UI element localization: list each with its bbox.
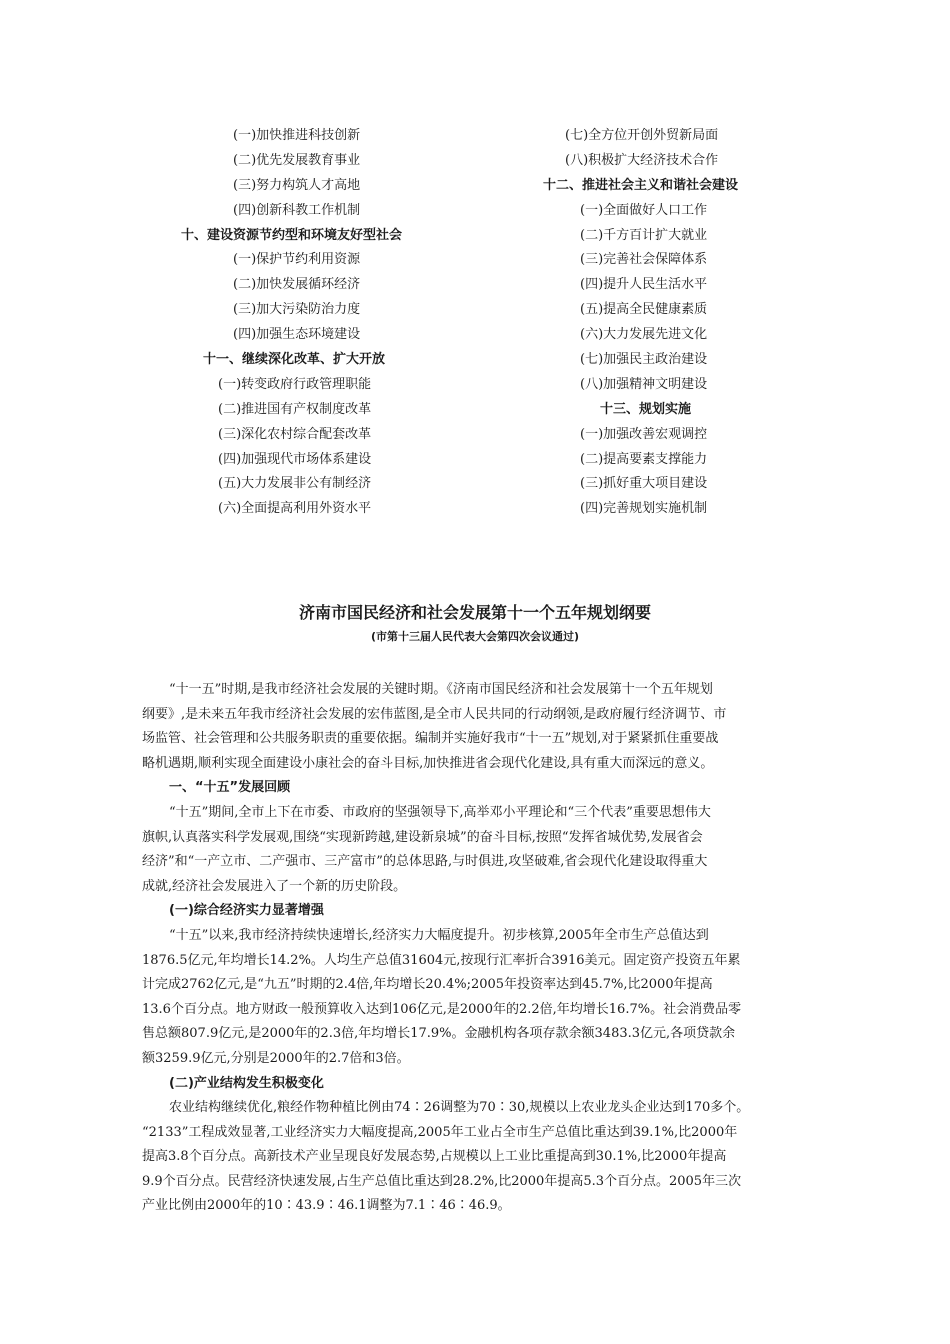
toc-item: (一)加强改善宏观调控 [580, 426, 708, 442]
section-heading: (一)综合经济实力显著增强 [169, 903, 324, 919]
toc-section-heading: 十三、规划实施 [600, 401, 692, 417]
body-line: 场监管、社会管理和公共服务职责的重要依据。编制并实施好我市“十一五”规划,对于紧紧抓住重要战 [142, 731, 719, 747]
body-line: 成就,经济社会发展进入了一个新的历史阶段。 [142, 878, 407, 894]
body-line: 纲要》,是未来五年我市经济社会发展的宏伟蓝图,是全市人民共同的行动纲领,是政府履行经济调节、市 [142, 706, 727, 722]
toc-item: (七)加强民主政治建设 [580, 352, 708, 368]
toc-item: (一)转变政府行政管理职能 [218, 376, 372, 392]
body-line: 提高3.8个百分点。高新技术产业呈现良好发展态势,占规模以上工业比重提高到30.1%,比2000年提高 [142, 1149, 727, 1165]
body-line: 计完成2762亿元,是“九五”时期的2.4倍,年均增长20.4%;2005年投资率达到45.7%,比2000年提高 [142, 977, 713, 993]
toc-item: (三)努力构筑人才高地 [233, 177, 361, 193]
toc-item: (三)加大污染防治力度 [233, 302, 361, 318]
toc-item: (一)加快推进科技创新 [233, 128, 361, 143]
toc-item: (五)提高全民健康素质 [580, 302, 708, 318]
toc-section-heading: 十一、继续深化改革、扩大开放 [203, 352, 386, 368]
body-line: “十一五”时期,是我市经济社会发展的关键时期。《济南市国民经济和社会发展第十一个五年规划 [169, 682, 713, 697]
body-line: 9.9个百分点。民营经济快速发展,占生产总值比重达到28.2%,比2000年提高5.3个百分点。2005年三次 [142, 1173, 742, 1189]
toc-item: (八)积极扩大经济技术合作 [565, 152, 719, 168]
toc-left-column [0, 124, 475, 522]
toc-item: (八)加强精神文明建设 [580, 376, 708, 392]
toc-item: (四)完善规划实施机制 [580, 501, 708, 517]
section-heading: (二)产业结构发生积极变化 [169, 1075, 324, 1091]
toc-item: (六)全面提高利用外资水平 [218, 501, 372, 517]
body-line: “十五”以来,我市经济持续快速增长,经济实力大幅度提升。初步核算,2005年全市生产总值达到 [169, 927, 709, 943]
toc-item: (四)加强生态环境建设 [233, 327, 361, 343]
body-line: “2133”工程成效显著,工业经济实力大幅度提高,2005年工业占全市生产总值比重达到39.1%,比2000年 [142, 1124, 738, 1140]
section-heading: 一、“十五”发展回顾 [169, 780, 291, 796]
toc-item: (二)推进国有产权制度改革 [218, 401, 372, 417]
body-text [142, 678, 810, 1219]
toc-item: (四)加强现代市场体系建设 [218, 451, 372, 467]
toc-item: (一)保护节约利用资源 [233, 252, 361, 268]
toc-item: (二)优先发展教育事业 [233, 152, 361, 168]
toc-section-heading: 十二、推进社会主义和谐社会建设 [543, 177, 739, 193]
toc-item: (七)全方位开创外贸新局面 [565, 128, 719, 143]
body-line: 1876.5亿元,年均增长14.2%。人均生产总值31604元,按现行汇率折合3916美元。固定资产投资五年累 [142, 952, 741, 968]
toc-section-heading: 十、建设资源节约型和环境友好型社会 [181, 227, 403, 243]
toc-item: (二)千方百计扩大就业 [580, 227, 708, 243]
body-line: “十五”期间,全市上下在市委、市政府的坚强领导下,高举邓小平理论和“三个代表”重要思想伟大 [169, 804, 711, 820]
toc-item: (二)提高要素支撑能力 [580, 451, 708, 467]
toc-item: (三)完善社会保障体系 [580, 252, 708, 268]
body-line: 产业比例由2000年的10∶43.9∶46.1调整为7.1∶46∶46.9。 [142, 1198, 511, 1214]
toc-item: (六)大力发展先进文化 [580, 327, 708, 343]
toc-item: (一)全面做好人口工作 [580, 202, 708, 218]
document-title: 济南市国民经济和社会发展第十一个五年规划纲要 [298, 603, 651, 622]
toc-item: (三)抓好重大项目建设 [580, 476, 708, 492]
toc-item: (五)大力发展非公有制经济 [218, 476, 372, 492]
toc-item: (四)提升人民生活水平 [580, 277, 708, 293]
toc-item: (三)深化农村综合配套改革 [218, 426, 372, 442]
body-line: 略机遇期,顺利实现全面建设小康社会的奋斗目标,加快推进省会现代化建设,具有重大而深远的意义。 [142, 755, 714, 771]
body-line: 农业结构继续优化,粮经作物种植比例由74∶26调整为70∶30,规模以上农业龙头企业达到170多个。 [169, 1100, 750, 1116]
body-line: 旗帜,认真落实科学发展观,围绕“实现新跨越,建设新泉城”的奋斗目标,按照“发挥省城优势,发展省会 [142, 829, 703, 845]
body-line: 售总额807.9亿元,是2000年的2.3倍,年均增长17.9%。金融机构各项存款余额3483.3亿元,各项贷款余 [142, 1026, 736, 1042]
document-subtitle: (市第十三届人民代表大会第四次会议通过) [370, 630, 580, 643]
toc-item: (四)创新科教工作机制 [233, 202, 361, 218]
toc-item: (二)加快发展循环经济 [233, 277, 361, 293]
body-line: 13.6个百分点。地方财政一般预算收入达到106亿元,是2000年的2.2倍,年均增长16.7%。社会消费品零 [142, 1001, 742, 1017]
body-line: 经济”和“一产立市、二产强市、三产富市”的总体思路,与时俱进,攻坚破难,省会现代化建设取得重大 [142, 854, 708, 870]
toc-right-column [475, 124, 795, 522]
body-line: 额3259.9亿元,分别是2000年的2.7倍和3倍。 [142, 1050, 410, 1066]
